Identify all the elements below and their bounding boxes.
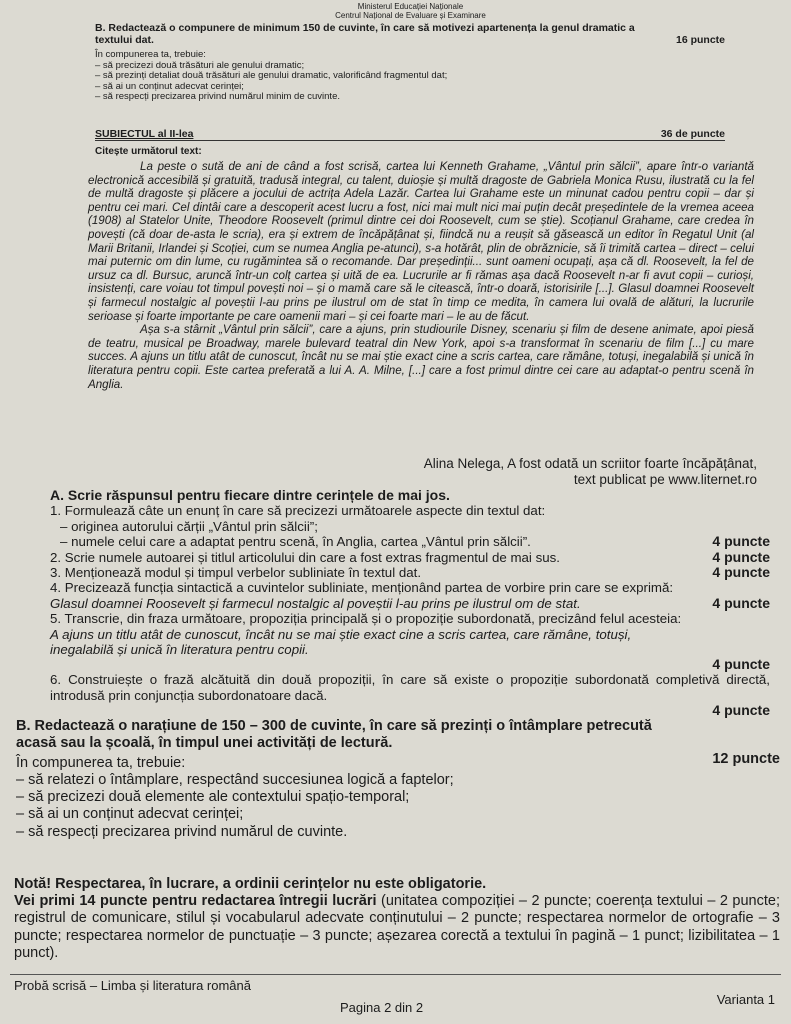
footer-divider [10, 974, 781, 975]
question-4-points: 4 puncte [712, 594, 770, 611]
passage-source [337, 456, 757, 488]
subject1-task-b [95, 23, 725, 103]
note-order [14, 876, 780, 893]
question-5: 5. Transcrie, din fraza următoare, propoziția principală și o propoziție subordonată, precizând felul acesteia: [50, 611, 682, 627]
part-b-item: – să relatezi o întâmplare, respectând succesiunea logică a faptelor; [16, 771, 454, 788]
footer-variant: Varianta 1 [716, 992, 775, 1007]
question-5-text: A ajuns un titlu atât de cunoscut, încât nu se mai știe exact cine a scris cartea, care rămâne, totuși, inegalabilă și unică în literatura pentru copii. [50, 626, 632, 658]
task-b1-points: 16 puncte [675, 34, 725, 46]
grading-note [14, 876, 780, 962]
source-url: text publicat pe www.liternet.ro [573, 472, 757, 487]
ministry-header [0, 2, 791, 20]
subject2-points: 36 de puncte [660, 128, 725, 140]
note-redaction [14, 893, 780, 962]
question-6: 6. Construiește o frază alcătuită din două propoziții, în care să existe o propoziție subordonată completivă directă, introdusă prin conjuncția subordonatoare dacă. [50, 672, 770, 703]
footer-exam-name: Probă scrisă – Limba și literatura română [14, 978, 251, 993]
task-b1-item: – să prezinți detaliat două trăsături ale genului dramatic, valorificând fragmentul dat; [95, 70, 448, 81]
question-2: 2. Scrie numele autoarei și titlul articolului din care a fost extras fragmentul de mai sus. [50, 549, 560, 565]
part-b-item: – să respecți precizarea privind numărul de cuvinte. [16, 823, 348, 840]
question-2-points: 4 puncte [712, 548, 770, 565]
task-b1-intro: În compunerea ta, trebuie: [95, 49, 206, 60]
part-a [50, 488, 770, 718]
question-1-points: 4 puncte [712, 533, 770, 550]
passage-paragraph-1: La peste o sută de ani de când a fost scrisă, cartea lui Kenneth Grahame, „Vântul prin sălcii”, apare într-o variantă electronică accesibilă și gratuită, tradusă integral, cu talent, duioșie și multă dragoste de Gabriela Monica Rusu, ilustrată cu la fel de multă dragoste și plăcere a jocului de actrița Adela Lazăr. Cartea lui Grahame este un minunat cadou pentru copii – dar și pentru cei mari. Cel dintâi care a descoperit acest lucru a fost, nici mai mult nici mai puțin decât președintele de la vremea aceea (1908) al Statelor Unite, Theodore Roosevelt (primul dintre cei doi Roosevelt, cum se știe). Scoțianul Grahame, care credea în povești (că doar de-asta le scria), era și extrem de încăpățânat și, fiindcă nu a reușit să găsească un editor în Regatul Unit (al Marii Britanii, Irlandei și Scoției, cum se numea Anglia pe-atunci), s-a hotărât, plin de obrăznicie, să îi trimită cartea – direct – celui mai puternic om din lume, cu rugămintea să o recomande. Dar președinții... sunt oameni ocupați, așa că dl. Roosevelt, la fel de ursuz ca dl. Bursuc, aruncă într-un colț cartea și uită de ea. Lucrurile ar fi rămas așa dacă Roosevelt n-ar fi avut copii – curioși, insistenți, care voiau tot timpul povești noi – și o mamă care să le citească, într-o doară, istorisirile [...]. Glasul doamnei Roosevelt și farmecul nostalgic al poveștii l-au prins pe ilustrul om de stat în timp ce medita, în camera lui ovală de alături, la lucrurile serioase și foarte importante pe care oamenii mari – și cei foarte mari – le au de făcut. [88, 160, 754, 323]
reading-passage [88, 160, 754, 391]
part-b [16, 718, 780, 841]
source-author-title: Alina Nelega, A fost odată un scriitor foarte încăpățânat, [423, 456, 757, 471]
part-b-points: 12 puncte [712, 751, 780, 767]
question-3-points: 4 puncte [712, 564, 770, 581]
question-1b: – numele celui care a adaptat pentru scenă, în Anglia, cartea „Vântul prin sălcii”. [60, 534, 531, 550]
task-b1-text: B. Redactează o compunere de minimum 150 de cuvinte, în care să motivezi apartenența la genul dramatic a textului dat. [95, 22, 635, 46]
task-b1-item: – să precizezi două trăsături ale genului dramatic; [95, 59, 305, 71]
task-b1-item: – să respecți precizarea privind numărul minim de cuvinte. [95, 91, 340, 102]
subject2-title: SUBIECTUL al II-lea [95, 128, 194, 140]
part-b-item: – să ai un conținut adecvat cerinței; [16, 806, 244, 823]
note-order-text: Notă! Respectarea, în lucrare, a ordinii cerințelor nu este obligatorie. [14, 876, 487, 892]
footer-page-number: Pagina 2 din 2 [340, 1000, 424, 1015]
part-b-intro: În compunerea ta, trebuie: [16, 754, 186, 771]
part-b-item: – să precizezi două elemente ale contextului spațio-temporal; [16, 789, 410, 806]
ministry-name: Ministerul Educației Naționale [357, 2, 464, 11]
center-name: Centrul Național de Evaluare și Examinare [335, 11, 486, 20]
passage-paragraph-2: Așa s-a stârnit „Vântul prin sălcii”, care a ajuns, prin studiourile Disney, scenariu și film de desene animate, apoi piesă de teatru, musical pe Broadway, marele bulevard teatral din New York, apoi s-a transformat în scenariu de film [...] cu mare succes. A ajuns un titlu atât de cunoscut, încât nu se mai știe exact cine a scris cartea, care rămâne, totuși, inegalabilă și unică în literatura pentru copii. Este cartea preferată a lui A. A. Milne, [...] care a fost primul dintre cei care au adaptat-o pentru scenă în Anglia. [88, 323, 754, 391]
subject2-heading [95, 128, 725, 141]
part-b-task: B. Redactează o narațiune de 150 – 300 de cuvinte, în care să prezinți o întâmplare petrecută acasă sau la școală, în timpul unei activități de lectură. [16, 718, 652, 752]
question-1a: – originea autorului cărții „Vântul prin sălcii”; [60, 518, 318, 534]
question-3: 3. Menționează modul și timpul verbelor subliniate în textul dat. [50, 565, 422, 581]
note-redaction-text: (unitatea compoziției – 2 puncte; coerența textului – 2 puncte; registrul de comunicare, stilul și vocabularul adecvate conținutului – 2 puncte; respectarea normelor de ortografie – 3 puncte; respectarea normelor de punctuație – 3 puncte; așezarea corectă a textului în pagină – 1 punct; lizibilitatea – 1 punct). [14, 893, 780, 961]
question-4: 4. Precizează funcția sintactică a cuvintelor subliniate, menționând partea de vorbire prin care se exprimă: [50, 580, 674, 596]
part-a-title: A. Scrie răspunsul pentru fiecare dintre cerințele de mai jos. [50, 487, 450, 503]
question-6-points: 4 puncte [712, 701, 770, 718]
task-b1-item: – să ai un conținut adecvat cerinței; [95, 80, 244, 92]
reading-instruction: Citește următorul text: [95, 146, 202, 157]
question-5-points: 4 puncte [712, 656, 770, 673]
question-4-text: Glasul doamnei Roosevelt și farmecul nostalgic al poveștii l-au prins pe ilustrul om de stat. [50, 595, 581, 611]
question-1: 1. Formulează câte un enunț în care să precizezi următoarele aspecte din textul dat: [50, 503, 546, 519]
note-redaction-bold: Vei primi 14 puncte pentru redactarea întregii lucrări [14, 893, 377, 910]
